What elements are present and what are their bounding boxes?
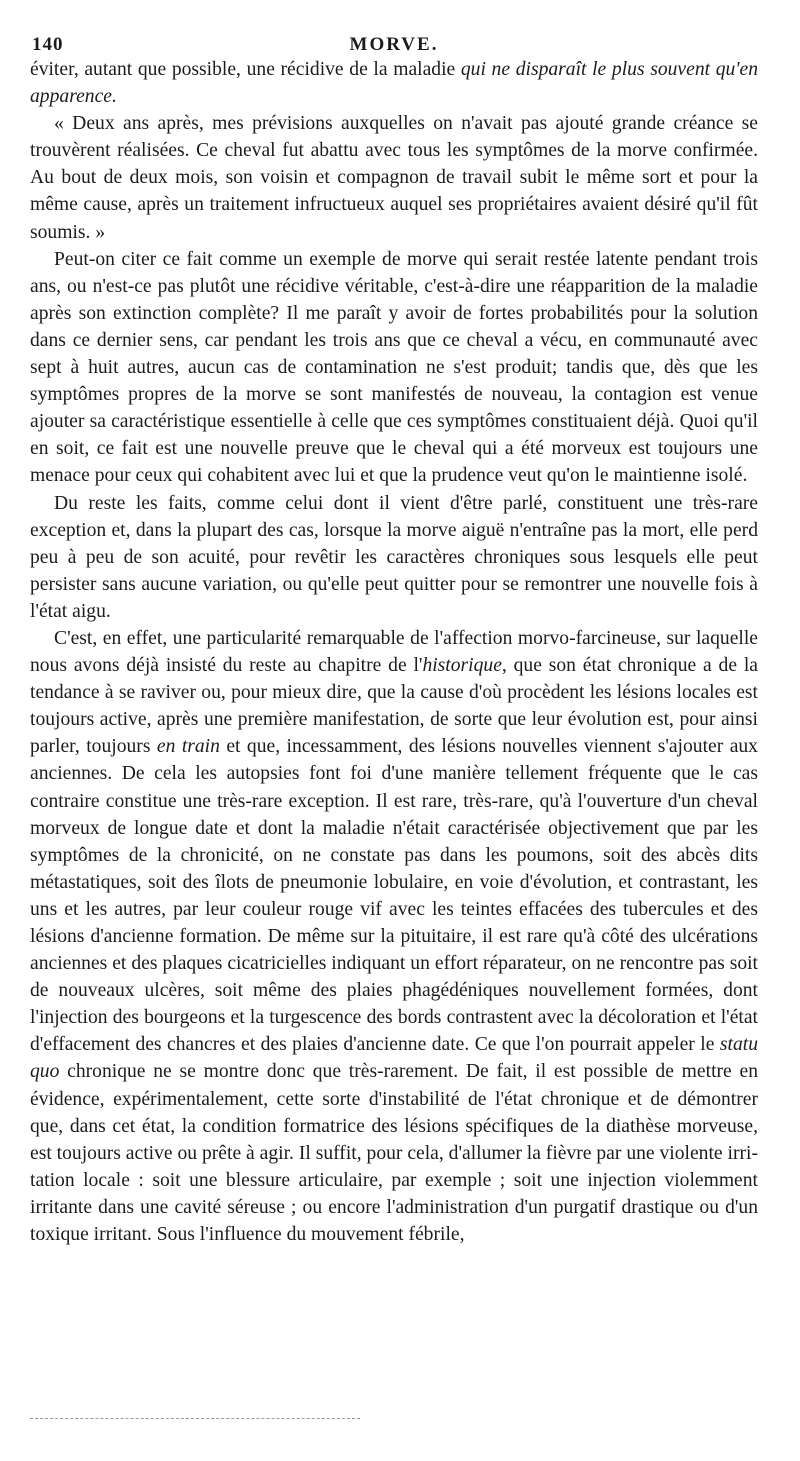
- text-run: Du reste les faits, comme celui dont il vient d'être parlé, constituent une très-rare exception et, dans la plupart des cas, lorsque la morve aiguë n'entraîne pas la mort, elle perd peu à peu de son acuité, pour revêtir les caractères chroniques sous lesquels elle peut persister sans aucune variation, ou qu'elle peut quitter pour se remontrer une nouvelle fois à l'état aigu.: [30, 492, 758, 622]
- italic-text: historique: [422, 655, 502, 677]
- paragraph: [30, 625, 758, 1248]
- paragraph: [30, 110, 758, 245]
- text-run: éviter, autant que possible, une récidive de la maladie: [30, 59, 461, 80]
- text-run: chronique ne se montre donc que très-rarement. De fait, il est possible de mettre en évidence, expérimentalement, cette sorte d'instabilité de l'état chronique et de démontrer que, dans cet état, la condition formatrice des lésions spécifiques de la diathèse morveuse, est toujours active ou prête à agir. Il suffit, pour cela, d'allumer la fièvre par une violente irritation locale : soit une blessure articulaire, par exemple ; soit une injection violemment irritante dans une cavité séreuse ; ou encore l'administration d'un purgatif drastique ou d'un toxique irritant. Sous l'influence du mouvement fébrile,: [30, 1061, 758, 1246]
- bottom-rule: [30, 1418, 360, 1419]
- body-text: [30, 56, 758, 1248]
- paragraph: [30, 56, 758, 110]
- running-title: MORVE.: [349, 34, 439, 55]
- italic-text: qui ne disparaît le plus souvent qu'en apparence.: [30, 59, 758, 108]
- text-run: « Deux ans après, mes prévisions auxquelles on n'avait pas ajouté grande créance se trouvèrent réalisées. Ce cheval fut abattu avec tous les symptômes de la morve confirmée. Au bout de deux mois, son voisin et compagnon de travail subit le même sort et pour la même cause, après un traitement infructueux auquel ses propriétaires avaient désiré qu'il fût soumis. »: [30, 113, 758, 243]
- paragraph: [30, 246, 758, 490]
- text-run: Peut-on citer ce fait comme un exemple de morve qui serait restée latente pendant trois ans, ou n'est-ce pas plutôt une récidive véritable, c'est-à-dire une réapparition de la maladie après son extinction complète? Il me paraît y avoir de fortes probabilités pour la solution dans ce dernier sens, car pendant les trois ans que ce cheval a vécu, en communauté avec sept à huit autres, aucun cas de contamination ne s'est produit; tandis que, dès que les symptômes propres de la morve se sont manifestés de nouveau, la contagion est venue ajouter sa caractéristique essentielle à celle que ces symptômes constituaient déjà. Quoi qu'il en soit, ce fait est une nouvelle preuve que le cheval qui a été morveux est toujours une menace pour ceux qui cohabitent avec lui et que la prudence veut qu'on le maintienne isolé.: [30, 248, 758, 487]
- italic-text: en train: [156, 736, 220, 758]
- text-run: et que, incessamment, des lésions nouvelles viennent s'ajouter aux anciennes. De cela les autopsies font foi d'une manière tellement fréquente que le cas contraire constitue une très-rare exception. Il est rare, très-rare, qu'à l'ouverture d'un cheval morveux de longue date et dont la maladie n'était caractérisée objectivement que par les symptômes de la chronicité, on ne constate pas dans les poumons, soit des abcès dits métastatiques, soit des îlots de pneumonie lobulaire, en voie d'évolution, et contrastant, les uns et les autres, par leur couleur rouge vif avec les teintes effacées des tubercules et des lésions d'ancienne formation. De même sur la pituitaire, il est rare qu'à côté des ulcérations anciennes et des plaques cicatricielles indiquant un effort réparateur, on ne rencontre pas soit de nouveaux ulcères, soit même des plaies phagédéniques nouvellement formées, dont l'injection des bourgeons et la turgescence des bords contrastent avec la décoloration et l'état d'effacement des chancres et des plaies d'ancienne date. Ce que l'on pourrait appeler le: [30, 736, 758, 1056]
- italic-text: statu quo: [30, 1034, 758, 1083]
- text-run: , que son état chronique a de la tendance à se raviver ou, pour mieux dire, que la cause d'où procèdent les lésions locales est toujours active, après une première manifestation, de sorte que leur évolution est, pour ainsi parler, toujours: [30, 655, 758, 758]
- text-run: C'est, en effet, une particularité remarquable de l'affection morvo-farcineuse, sur laquelle nous avons déjà insisté du reste au chapitre de l': [30, 627, 758, 677]
- book-page: [30, 22, 758, 1248]
- running-header: [30, 22, 758, 56]
- page-number: 140: [32, 34, 64, 55]
- paragraph: [30, 490, 758, 625]
